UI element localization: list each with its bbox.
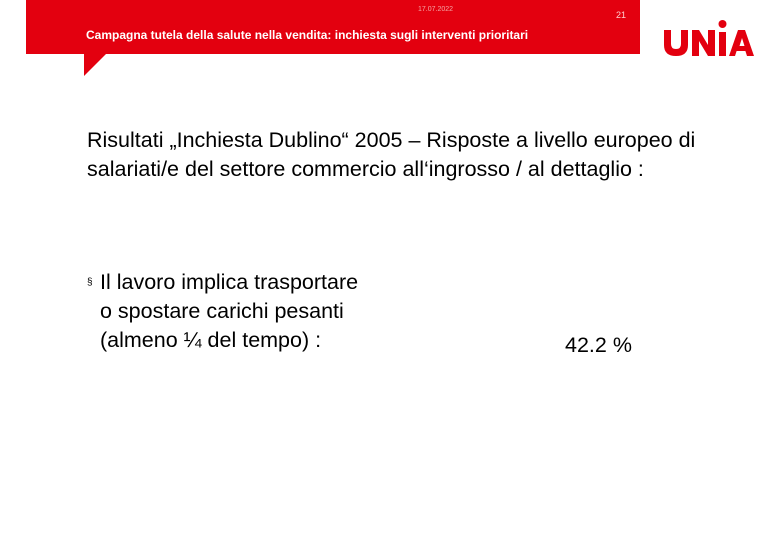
unia-logo (662, 18, 756, 58)
bullet-value: 42.2 % (565, 333, 632, 357)
bullet-item (87, 268, 447, 355)
slide-heading: Risultati „Inchiesta Dublino“ 2005 – Risposte a livello europeo di salariati/e del settore commercio all‘ingrosso / al dettaglio : (87, 128, 696, 181)
bullet-marker: § (87, 277, 93, 288)
header-band-tab (84, 54, 106, 76)
header-band (26, 0, 640, 54)
page-number: 21 (616, 10, 627, 20)
bullet-text: Il lavoro implica trasportare o spostare carichi pesanti (almeno ¼ del tempo) : (100, 270, 359, 352)
slide-date: 17.07.2022 (418, 6, 454, 13)
header-title: Campagna tutela della salute nella vendita: inchiesta sugli interventi prioritari (86, 28, 529, 42)
